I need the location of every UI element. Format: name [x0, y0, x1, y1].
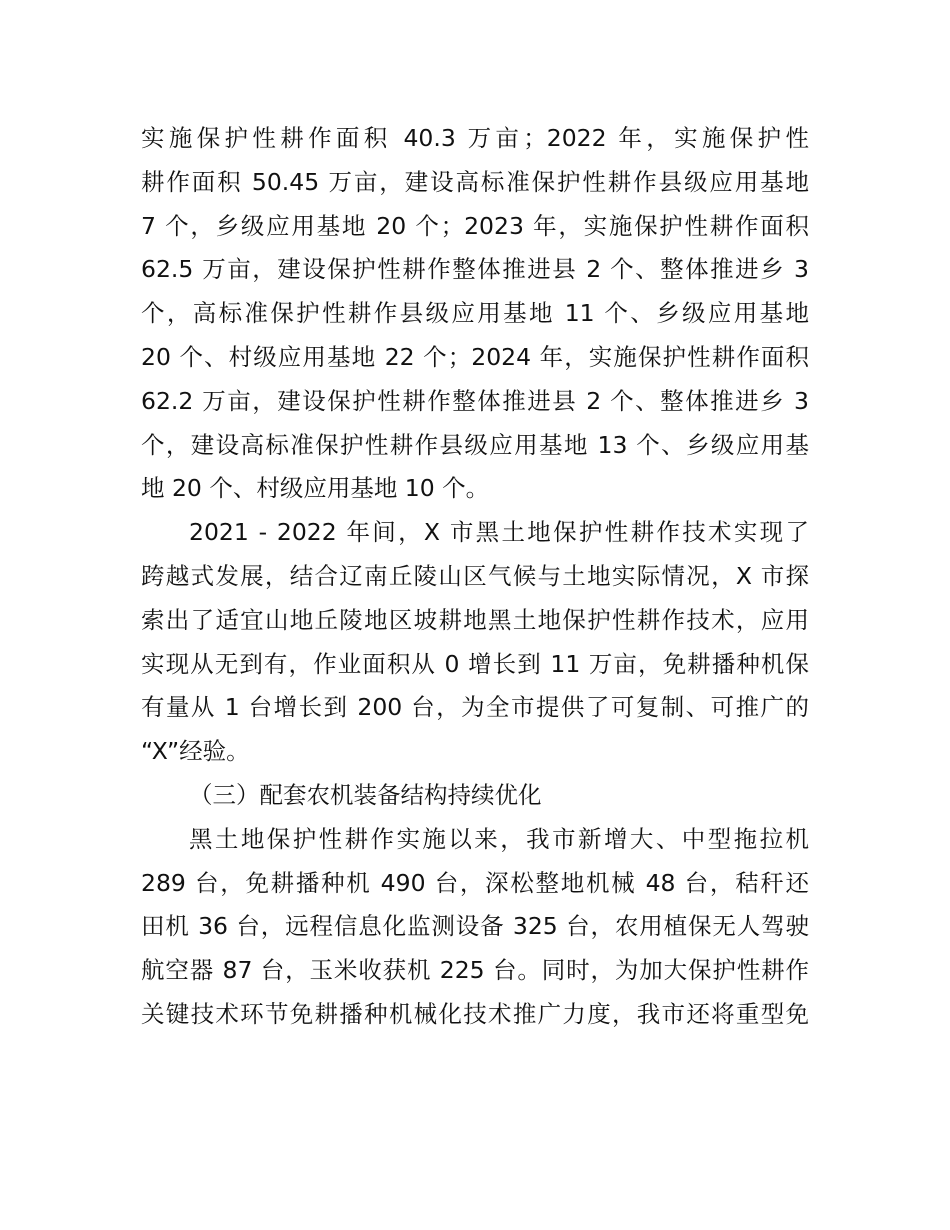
text-line: 关键技术环节免耕播种机械化技术推广力度，我市还将重型免	[141, 999, 809, 1028]
text-line: 跨越式发展，结合辽南丘陵山区气候与土地实际情况，X 市探	[141, 561, 809, 590]
text-line: 实施保护性耕作面积 40.3 万亩；2022 年，实施保护性	[141, 124, 809, 152]
text-line: 耕作面积 50.45 万亩，建设高标准保护性耕作县级应用基地	[141, 167, 809, 196]
text-line: 20 个、村级应用基地 22 个；2024 年，实施保护性耕作面积	[141, 342, 809, 371]
text-line: 62.5 万亩，建设保护性耕作整体推进县 2 个、整体推进乡 3	[141, 255, 809, 284]
paragraph-3	[141, 818, 809, 1037]
text-line: 黑土地保护性耕作实施以来，我市新增大、中型拖拉机	[189, 824, 809, 853]
paragraph-2	[141, 511, 809, 774]
text-line: 个，高标准保护性耕作县级应用基地 11 个、乡级应用基地	[141, 299, 809, 328]
text-line: 62.2 万亩，建设保护性耕作整体推进县 2 个、整体推进乡 3	[141, 386, 809, 415]
text-line: 航空器 87 台，玉米收获机 225 台。同时，为加大保护性耕作	[141, 956, 809, 985]
text-line: 289 台，免耕播种机 490 台，深松整地机械 48 台，秸秆还	[141, 868, 809, 897]
text-line: 7 个，乡级应用基地 20 个；2023 年，实施保护性耕作面积	[141, 211, 809, 240]
text-line: 个，建设高标准保护性耕作县级应用基地 13 个、乡级应用基	[141, 430, 809, 459]
document-page	[141, 117, 809, 1037]
section-heading	[141, 774, 809, 818]
text-line: 田机 36 台，远程信息化监测设备 325 台，农用植保无人驾驶	[141, 912, 809, 941]
text-line: “X”经验。	[141, 737, 250, 766]
text-line: 索出了适宜山地丘陵地区坡耕地黑土地保护性耕作技术，应用	[141, 605, 809, 634]
text-line: 地 20 个、村级应用基地 10 个。	[141, 474, 490, 503]
text-line: 2021 - 2022 年间，X 市黑土地保护性耕作技术实现了	[189, 518, 809, 547]
paragraph-1	[141, 117, 809, 511]
heading-text: （三）配套农机装备结构持续优化	[189, 780, 542, 809]
text-line: 有量从 1 台增长到 200 台，为全市提供了可复制、可推广的	[141, 693, 809, 722]
text-line: 实现从无到有，作业面积从 0 增长到 11 万亩，免耕播种机保	[141, 649, 809, 678]
